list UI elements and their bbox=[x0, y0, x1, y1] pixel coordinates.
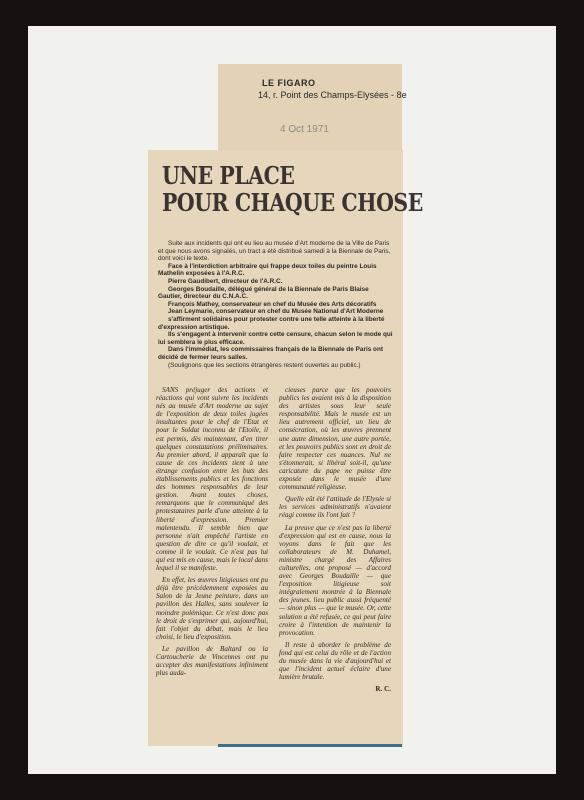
intro-paragraph: s'affirment solidaires pour protester contre une telle atteinte à la liberté d'expression artistique. bbox=[158, 315, 385, 331]
intro-signatory: Jean Leymarie, conservateur en chef du Musée National d'Art Moderne bbox=[168, 308, 384, 316]
intro-signatory: François Mathey, conservateur en chef du Musée des Arts décoratifs bbox=[168, 300, 377, 308]
article-column-right bbox=[279, 386, 391, 697]
headline-line-1: UNE PLACE bbox=[162, 161, 295, 190]
body-paragraph: cieuses parce que les pouvoirs publics les avaient mis à la disposition des artistes sous leur seule responsabilité. Mais le musée est un lieu autrement officiel, un lieu de consécration, où les œuvres prennent une autre dimension, une autre portée, et les pouvoirs publics sont en droit de faire respecter ces nuances. Nul ne s'étonnerait, si libéral soit-il, qu'une caricature du pape ne puisse être exposée dans le musée d'une communauté religieuse. bbox=[279, 386, 391, 492]
intro-paragraph: Suite aux incidents qui ont eu lieu au musée d'Art moderne de la Ville de Paris et que nous avons signalés, un tract a été distribué samedi à la Biennale de Paris, dont voici le texte. bbox=[158, 240, 391, 263]
body-paragraph: Il reste à aborder le problème de fond qui est celui du rôle et de l'action du musée dans la vie d'aujourd'hui et que l'incident actuel éclaire d'une lumière brutale. bbox=[279, 640, 391, 682]
intro-signatory: Pierre Gaudibert, directeur de l'A.R.C. bbox=[168, 277, 283, 285]
intro-signatory: Georges Boudaille, délégué général de la Biennale de Paris Blaise Gautier, directeur du C.N.A.C. bbox=[158, 285, 369, 301]
newspaper-header-clipping bbox=[218, 64, 407, 152]
body-paragraph: La preuve que ce n'est pas la liberté d'expression qui est en cause, nous la voyons dans le fait que les collaborateurs de M. Duhamel, ministre chargé des Affaires culturelles, ont proposé — d'accord avec Georges Boudaille — que l'exposition litigieuse soit intégralement montrée à la Biennale des jeunes, lieu public aussi fréquenté — sinon plus — que le musée. Or, cette solution a été refusée, ce qui peut faire croire à l'intention de maintenir la provocation. bbox=[279, 523, 391, 637]
intro-paragraph: Dans l'immédiat, les commissaires français de la Biennale de Paris ont décidé de fermer leurs salles. bbox=[158, 346, 383, 361]
article-intro bbox=[158, 240, 394, 369]
article-column-left bbox=[156, 386, 268, 681]
intro-paragraph: Ils s'engagent à intervenir contre cette censure, chacun selon le mode qui lui semblera le plus efficace. bbox=[158, 331, 393, 346]
body-paragraph: En effet, les œuvres litigieuses ont pu déjà être précédemment exposées au Salon de la Jeune peinture, dans un pavillon des Halles, sans soulever la moindre polémique. Ce n'est donc pas le droit de s'exprimer qui, aujourd'hui, fait l'objet du débat, mais le lieu choisi, le lieu d'exposition. bbox=[156, 576, 268, 641]
article-headline bbox=[162, 162, 423, 216]
body-paragraph: Le pavillon de Baltard ou la Cartoucherie de Vincennes ont pu accepter des manifestations infiniment plus auda- bbox=[156, 644, 268, 678]
newspaper-address: 14, r. Point des Champs-Elysées - 8e bbox=[258, 90, 407, 100]
body-paragraph: Quelle eût été l'attitude de l'Elysée si les services administratifs n'avaient réagi comme ils l'ont fait ? bbox=[279, 495, 391, 520]
newspaper-name: LE FIGARO bbox=[262, 78, 316, 88]
blue-ink-rule bbox=[218, 744, 402, 747]
intro-paragraph: Face à l'interdiction arbitraire qui frappe deux toiles du peintre Louis Mathelin exposées à l'A.R.C. bbox=[158, 262, 377, 278]
headline-line-2: POUR CHAQUE CHOSE bbox=[162, 188, 423, 217]
article-clipping bbox=[148, 150, 423, 746]
intro-paragraph: (Soulignons que les sections étrangères restent ouvertes au public.) bbox=[168, 361, 361, 369]
date-stamp: 4 Oct 1971 bbox=[280, 124, 329, 135]
body-paragraph: SANS préjuger des actions et réactions qui vont suivre les incidents nés au musée d'Art moderne au sujet de l'exposition de deux toiles jugées insultantes pour le chef de l'Etat et pour le Soldat inconnu de l'Etoile, il est permis, dès maintenant, d'en tirer quelques constatations préliminaires. Au premier abord, il apparaît que la cause de ces incidents tient à une étrange confusion entre les buts des établissements publics et les fonctions des hommes responsables de leur gestion. Avant toutes choses, remarquons que le communiqué des protestataires parle d'une atteinte à la liberté d'expression. Premier malentendu. Il semble bien que personne n'ait empêché l'artiste en question de dire ce qu'il voulait, et comme il le voulait. Ce n'est pas lui qui est mis en cause, mais le local dans lequel il se manifeste. bbox=[156, 386, 268, 573]
article-signature: R. C. bbox=[375, 685, 391, 694]
